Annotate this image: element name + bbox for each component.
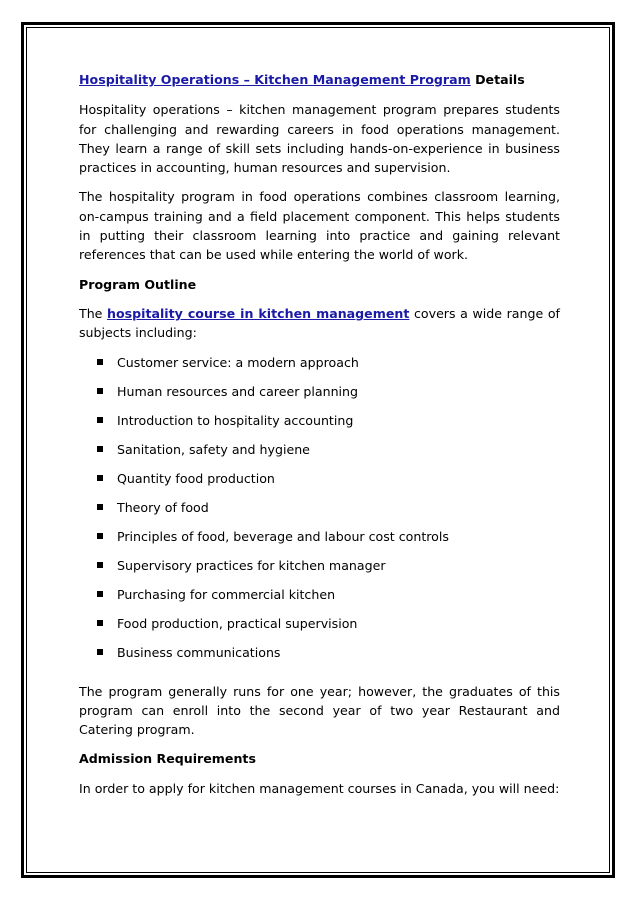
document-body xyxy=(79,70,560,808)
square-bullet-icon xyxy=(97,417,103,423)
list-item-text: Customer service: a modern approach xyxy=(117,354,359,370)
square-bullet-icon xyxy=(97,359,103,365)
list-item xyxy=(79,556,560,585)
list-item-text: Sanitation, safety and hygiene xyxy=(117,441,310,457)
square-bullet-icon xyxy=(97,649,103,655)
list-item-text: Food production, practical supervision xyxy=(117,615,358,631)
list-item xyxy=(79,498,560,527)
list-item xyxy=(79,614,560,643)
subject-list xyxy=(79,353,560,672)
square-bullet-icon xyxy=(97,446,103,452)
list-item-text: Theory of food xyxy=(117,499,209,515)
admission-heading: Admission Requirements xyxy=(79,751,256,767)
square-bullet-icon xyxy=(97,388,103,394)
course-link[interactable]: hospitality course in kitchen management xyxy=(107,305,410,321)
square-bullet-icon xyxy=(97,620,103,626)
list-item xyxy=(79,353,560,382)
list-item xyxy=(79,643,560,672)
lead-prefix: The xyxy=(79,305,108,321)
admission-paragraph: In order to apply for kitchen management courses in Canada, you will need: xyxy=(79,780,560,796)
list-item xyxy=(79,411,560,440)
list-item-text: Quantity food production xyxy=(117,470,275,486)
list-item-text: Business communications xyxy=(117,644,281,660)
list-item xyxy=(79,527,560,556)
lead-suffix: covers a wide range of subjects including: xyxy=(79,305,560,341)
program-duration-paragraph: The program generally runs for one year; however, the graduates of this program can enroll into the second year of two year Restaurant and Catering program. xyxy=(79,683,560,738)
program-outline-lead xyxy=(79,304,560,343)
square-bullet-icon xyxy=(97,504,103,510)
square-bullet-icon xyxy=(97,562,103,568)
title-suffix: Details xyxy=(470,72,525,87)
list-item xyxy=(79,585,560,614)
list-item-text: Principles of food, beverage and labour cost controls xyxy=(117,528,449,544)
list-item xyxy=(79,382,560,411)
program-outline-heading: Program Outline xyxy=(79,276,197,292)
square-bullet-icon xyxy=(97,533,103,539)
list-item xyxy=(79,440,560,469)
square-bullet-icon xyxy=(97,591,103,597)
list-item xyxy=(79,469,560,498)
square-bullet-icon xyxy=(97,475,103,481)
page-title xyxy=(79,70,560,89)
list-item-text: Supervisory practices for kitchen manager xyxy=(117,557,386,573)
list-item-text: Purchasing for commercial kitchen xyxy=(117,586,336,602)
list-item-text: Human resources and career planning xyxy=(117,383,359,399)
intro-paragraph-2: The hospitality program in food operations combines classroom learning, on-campus training and a field placement component. This helps students in putting their classroom learning into practice and gaining relevant references that can be used while entering the world of work. xyxy=(79,189,560,263)
list-item-text: Introduction to hospitality accounting xyxy=(117,412,354,428)
intro-paragraph-1: Hospitality operations – kitchen management program prepares students for challenging and rewarding careers in food operations management. They learn a range of skill sets including hands-on-experience in business practices in accounting, human resources and supervision. xyxy=(79,102,560,176)
title-link[interactable]: Hospitality Operations – Kitchen Management Program xyxy=(79,72,471,87)
